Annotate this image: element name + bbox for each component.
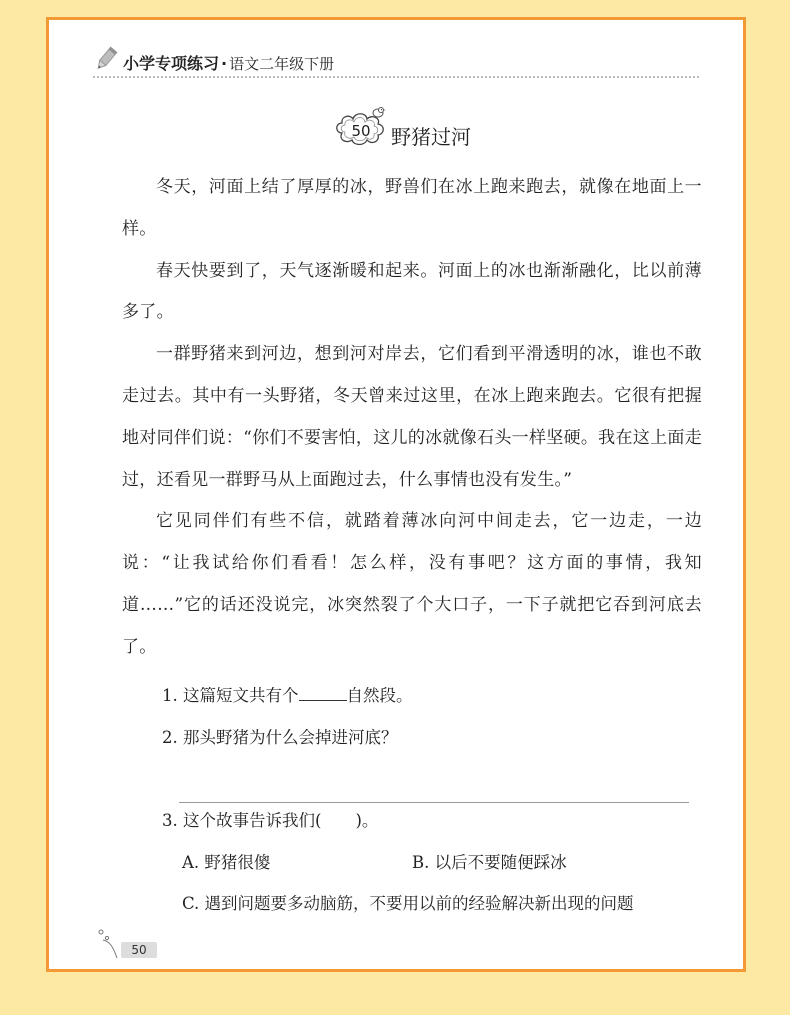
worksheet-page (46, 17, 746, 972)
header-title (123, 51, 334, 74)
lesson-number: 50 (351, 122, 371, 140)
answer-blank[interactable] (299, 685, 347, 701)
header-subtitle: 语文二年级下册 (229, 55, 335, 73)
question-1 (162, 682, 413, 706)
pencil-icon (93, 46, 119, 72)
page-number: 50 (121, 942, 157, 958)
option-a[interactable]: A. 野猪很傻 (182, 853, 271, 872)
passage-paragraph: 它见同伴们有些不信，就踏着薄冰向河中间走去，它一边走，一边说：“让我试给你们看看！怎么样，没有事吧？这方面的事情，我知道……”它的话还没说完，冰突然裂了个大口子，一下子就把它吞到河底去了。 (122, 511, 702, 657)
question-3-suffix: )。 (355, 811, 379, 830)
option-c[interactable]: C. 遇到问题要多动脑筋，不要用以前的经验解决新出现的问题 (182, 894, 634, 913)
question-1-suffix: 自然段。 (346, 686, 413, 705)
passage-paragraph: 一群野猪来到河边，想到河对岸去，它们看到平滑透明的冰，谁也不敢走过去。其中有一头野猪，冬天曾来过这里，在冰上跑来跑去。它很有把握地对同伴们说：“你们不要害怕，这儿的冰就像石头一样坚硬。我在这上面走过，还看见一群野马从上面跑过去，什么事情也没有发生。” (122, 344, 702, 490)
answer-line[interactable] (179, 802, 689, 803)
question-3 (162, 807, 378, 831)
option-b[interactable]: B. 以后不要随便踩冰 (412, 853, 567, 872)
question-3-text: 3. 这个故事告诉我们( (162, 811, 322, 830)
passage-paragraph: 冬天，河面上结了厚厚的冰，野兽们在冰上跑来跑去，就像在地面上一样。 (122, 177, 702, 239)
question-1-text: 1. 这篇短文共有个 (162, 686, 299, 705)
passage-paragraph: 春天快要到了，天气逐渐暖和起来。河面上的冰也渐渐融化，比以前薄多了。 (122, 260, 702, 323)
header-separator: · (221, 54, 228, 73)
question-2: 2. 那头野猪为什么会掉进河底？ (162, 728, 398, 747)
page-footer (97, 928, 167, 960)
header-series: 小学专项练习 (123, 54, 220, 73)
page-header (93, 46, 699, 78)
lesson-name: 野猪过河 (391, 125, 471, 149)
passage (122, 167, 702, 669)
